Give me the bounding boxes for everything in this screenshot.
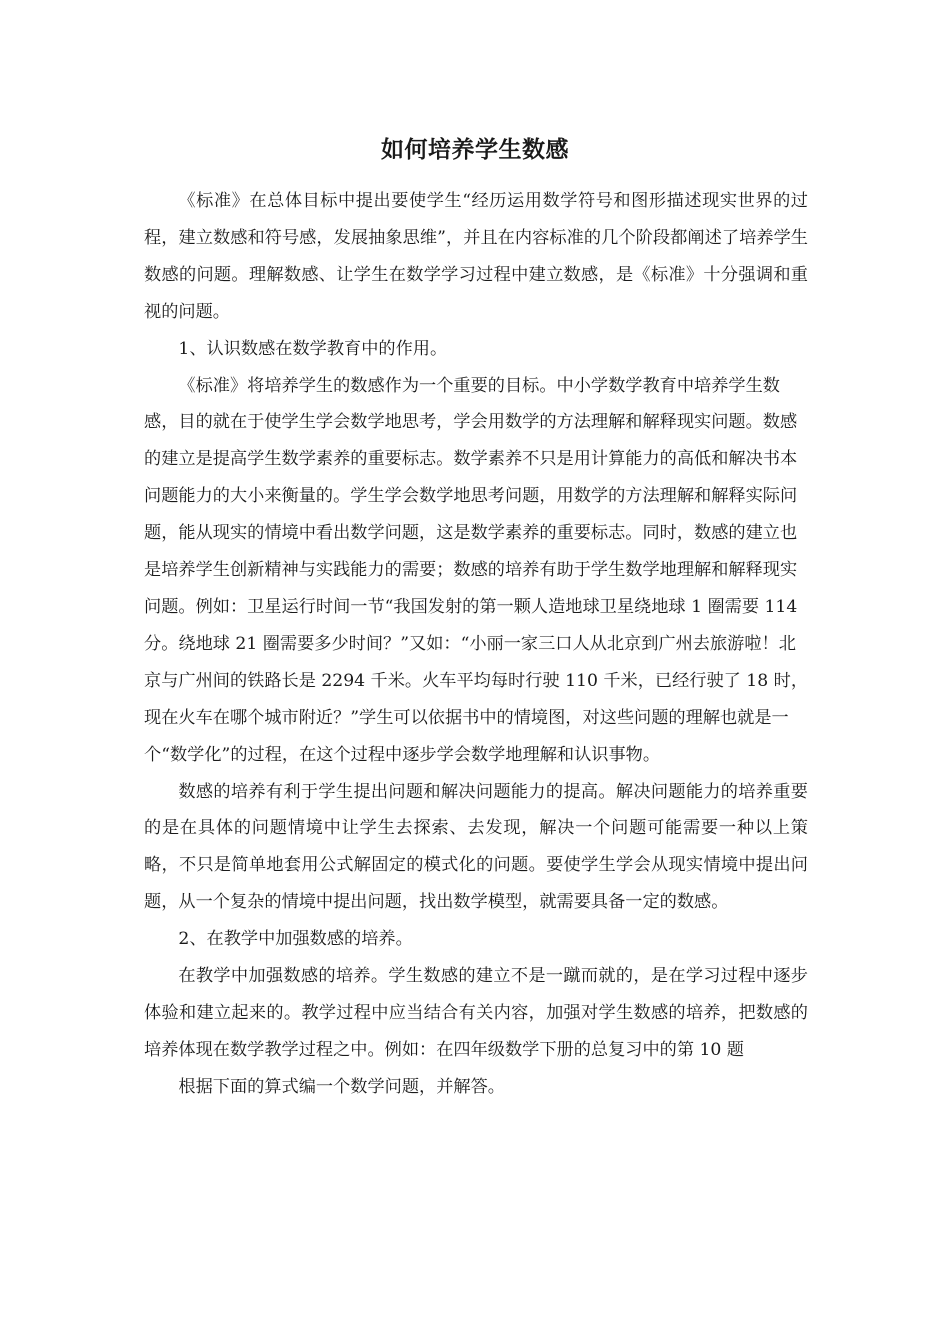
- paragraph-role-of-number-sense: 《标准》将培养学生的数感作为一个重要的目标。中小学数学教育中培养学生数感，目的就在于使学生学会数学地思考，学会用数学的方法理解和解释现实问题。数感的建立是提高学生数学素养的重要标志。数学素养不只是用计算能力的高低和解决书本问题能力的大小来衡量的。学生学会数学地思考问题，用数学的方法理解和解释实际问题，能从现实的情境中看出数学问题，这是数学素养的重要标志。同时，数感的建立也是培养学生创新精神与实践能力的需要；数感的培养有助于学生数学地理解和解释现实问题。例如：卫星运行时间一节“我国发射的第一颗人造地球卫星绕地球 1 圈需要 114 分。绕地球 21 圈需要多少时间？”又如：“小丽一家三口人从北京到广州去旅游啦！北京与广州间的铁路长是 2294 千米。火车平均每时行驶 110 千米，已经行驶了 18 时，现在火车在哪个城市附近？”学生可以依据书中的情境图，对这些问题的理解也就是一个“数学化”的过程，在这个过程中逐步学会数学地理解和认识事物。: [144, 375, 809, 765]
- paragraph-intro: 《标准》在总体目标中提出要使学生“经历运用数学符号和图形描述现实世界的过程，建立数感和符号感，发展抽象思维”，并且在内容标准的几个阶段都阐述了培养学生数感的问题。理解数感、让学生在数学学习过程中建立数感，是《标准》十分强调和重视的问题。: [144, 191, 808, 322]
- paragraph-exercise: 根据下面的算式编一个数学问题，并解答。: [178, 1076, 505, 1097]
- section-heading-2: 2、在教学中加强数感的培养。: [178, 929, 413, 950]
- document-title: 如何培养学生数感: [381, 136, 569, 163]
- paragraph-teaching: 在教学中加强数感的培养。学生数感的建立不是一蹴而就的，是在学习过程中逐步体验和建立起来的。教学过程中应当结合有关内容，加强对学生数感的培养，把数感的培养体现在数学教学过程之中。例如：在四年级数学下册的总复习中的第 10 题: [144, 966, 808, 1060]
- document-body: [144, 183, 808, 1106]
- paragraph-problem-solving: 数感的培养有利于学生提出问题和解决问题能力的提高。解决问题能力的培养重要的是在具体的问题情境中让学生去探索、去发现，解决一个问题可能需要一种以上策略，不只是简单地套用公式解固定的模式化的问题。要使学生学会从现实情境中提出问题，从一个复杂的情境中提出问题，找出数学模型，就需要具备一定的数感。: [144, 781, 808, 913]
- section-heading-1: 1、认识数感在数学教育中的作用。: [178, 338, 448, 359]
